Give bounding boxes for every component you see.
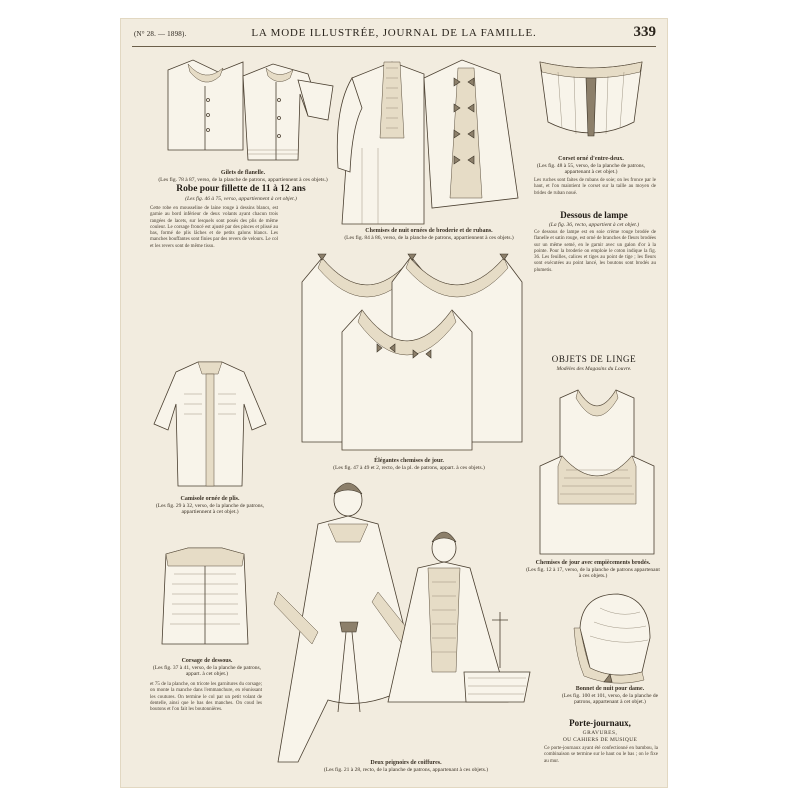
- dessous-sub: (La fig. 36, recto, appartient à cet objet.): [548, 222, 640, 228]
- robe-sub: (Les fig. 46 à 75, verso, appartiennent à cet objet.): [185, 196, 297, 202]
- magazine-page: [120, 18, 668, 788]
- dessous-heading: Dessous de lampe: [560, 210, 628, 220]
- corset-text: Les ruches sont faites de rubans de soie; on les fronce par le haut, et l'on maintient le corset sur la taille au moyen de brides de ruban noué.: [534, 178, 656, 196]
- issue-number: (N° 28. — 1898).: [134, 30, 187, 38]
- left-bottom-text: et 75 de la planche, on tricote les garnitures du corsage; on monte la manche dans l'emmanchure, en réunissant les coutures. On termine le col par un petit volant de dentelle, ainsi que le bas des manches. On coud les boutons et l'on fait les boutonnières.: [150, 682, 262, 713]
- corset-illustration: [530, 52, 652, 148]
- journal-title: LA MODE ILLUSTRÉE, JOURNAL DE LA FAMILLE.: [251, 27, 537, 39]
- robe-text: Cette robe en mousseline de laine rouge à dessins blancs, est garnie au bord inférieur de deux volants ayant chacun trois rangées de lacets, sur lesquels sont posés des plis de même couleur. Le corsage froncé est ajusté par des pinces et plissé au bas, formé de plis lâches et de petits galons blancs. Les manches bouffantes sont finies par des revers de velours. Le col et les revers sont de même tissu.: [150, 206, 278, 249]
- night-bonnet-illustration: [570, 588, 656, 684]
- nightgowns-illustration: [332, 48, 524, 226]
- corsage-illustration: [150, 544, 260, 656]
- embroidered-chemise-illustration: [532, 386, 662, 558]
- page-number: 339: [633, 24, 656, 40]
- porte-journaux-sub1: GRAVURES,: [582, 730, 618, 736]
- header-rule: [132, 46, 656, 47]
- caption-camisole: Camisole ornée de plis. (Les fig. 29 à 32, verso, de la planche de patrons, appartiennent à cet objet.): [155, 496, 265, 515]
- robe-heading: Robe pour fillette de 11 à 12 ans: [176, 184, 306, 194]
- caption-dressing-gowns: Deux peignoirs de coiffures. (Les fig. 21 à 28, recto, de la planche de patrons, appartenant à ces objets.): [323, 760, 489, 773]
- caption-flannel-vests: Gilets de flanelle. (Les fig. 78 à 87, verso, de la planche de patrons, appartiennent à ces objets.): [158, 170, 328, 183]
- porte-journaux-sub2: OU CAHIERS DE MUSIQUE: [562, 737, 638, 743]
- caption-corsage: Corsage de dessous. (Les fig. 37 à 41, verso, de la planche de patrons, appart. à cet objet.): [152, 658, 262, 677]
- page-header: [120, 18, 668, 46]
- camisole-illustration: [148, 354, 272, 494]
- flannel-vests-illustration: [148, 50, 338, 168]
- caption-corset: Corset orné d'entre-deux. (Les fig. 48 à 55, verso, de la planche de patrons, appartenant à cet objet.): [536, 156, 646, 175]
- caption-day-chemises: Élégantes chemises de jour. (Les fig. 47 à 49 et 2, recto, de la pl. de patrons, appart. à ces objets.): [333, 458, 485, 471]
- objets-sub: Modèles des Magasins du Louvre.: [556, 366, 632, 372]
- objets-heading: OBJETS DE LINGE: [551, 354, 637, 364]
- caption-night-bonnet: Bonnet de nuit pour dame. (Les fig. 100 et 101, verso, de la planche de patrons, appartenant à cet objet.): [561, 686, 659, 705]
- caption-nightgowns: Chemises de nuit ornées de broderie et de rubans. (Les fig. 84 à 86, verso, de la planche de patrons, appartiennent à ces objets.): [344, 228, 514, 241]
- day-chemises-illustration: [282, 242, 532, 454]
- caption-embroidered-chemise: Chemises de jour avec empiècements brodés. (Les fig. 12 à 17, verso, de la planche de patrons appartenant à ces objets.): [526, 560, 660, 579]
- porte-journaux-heading: Porte-journaux,: [569, 718, 631, 728]
- dressing-gowns-illustration: [268, 472, 536, 764]
- dessous-text: Ce dessous de lampe est en soie crème rouge brodée de flanelle et satin rouge, est orné de branches de fleurs brodées sur un même semé, en le garnir avec un galon d'or à la pointe. Pour la broderie on emploie le coton indique la fig. 36. Les feuilles, calices et tiges au point de tige ; les fleurs sont exécutées au point lancé, les boutons sont brodés au plumetis.: [534, 230, 656, 273]
- porte-journaux-text: Ce porte-journaux ayant été confectionné en bambou, la combinaison se termine sur le haut ou le bas ; on le fixe au mur.: [544, 746, 658, 764]
